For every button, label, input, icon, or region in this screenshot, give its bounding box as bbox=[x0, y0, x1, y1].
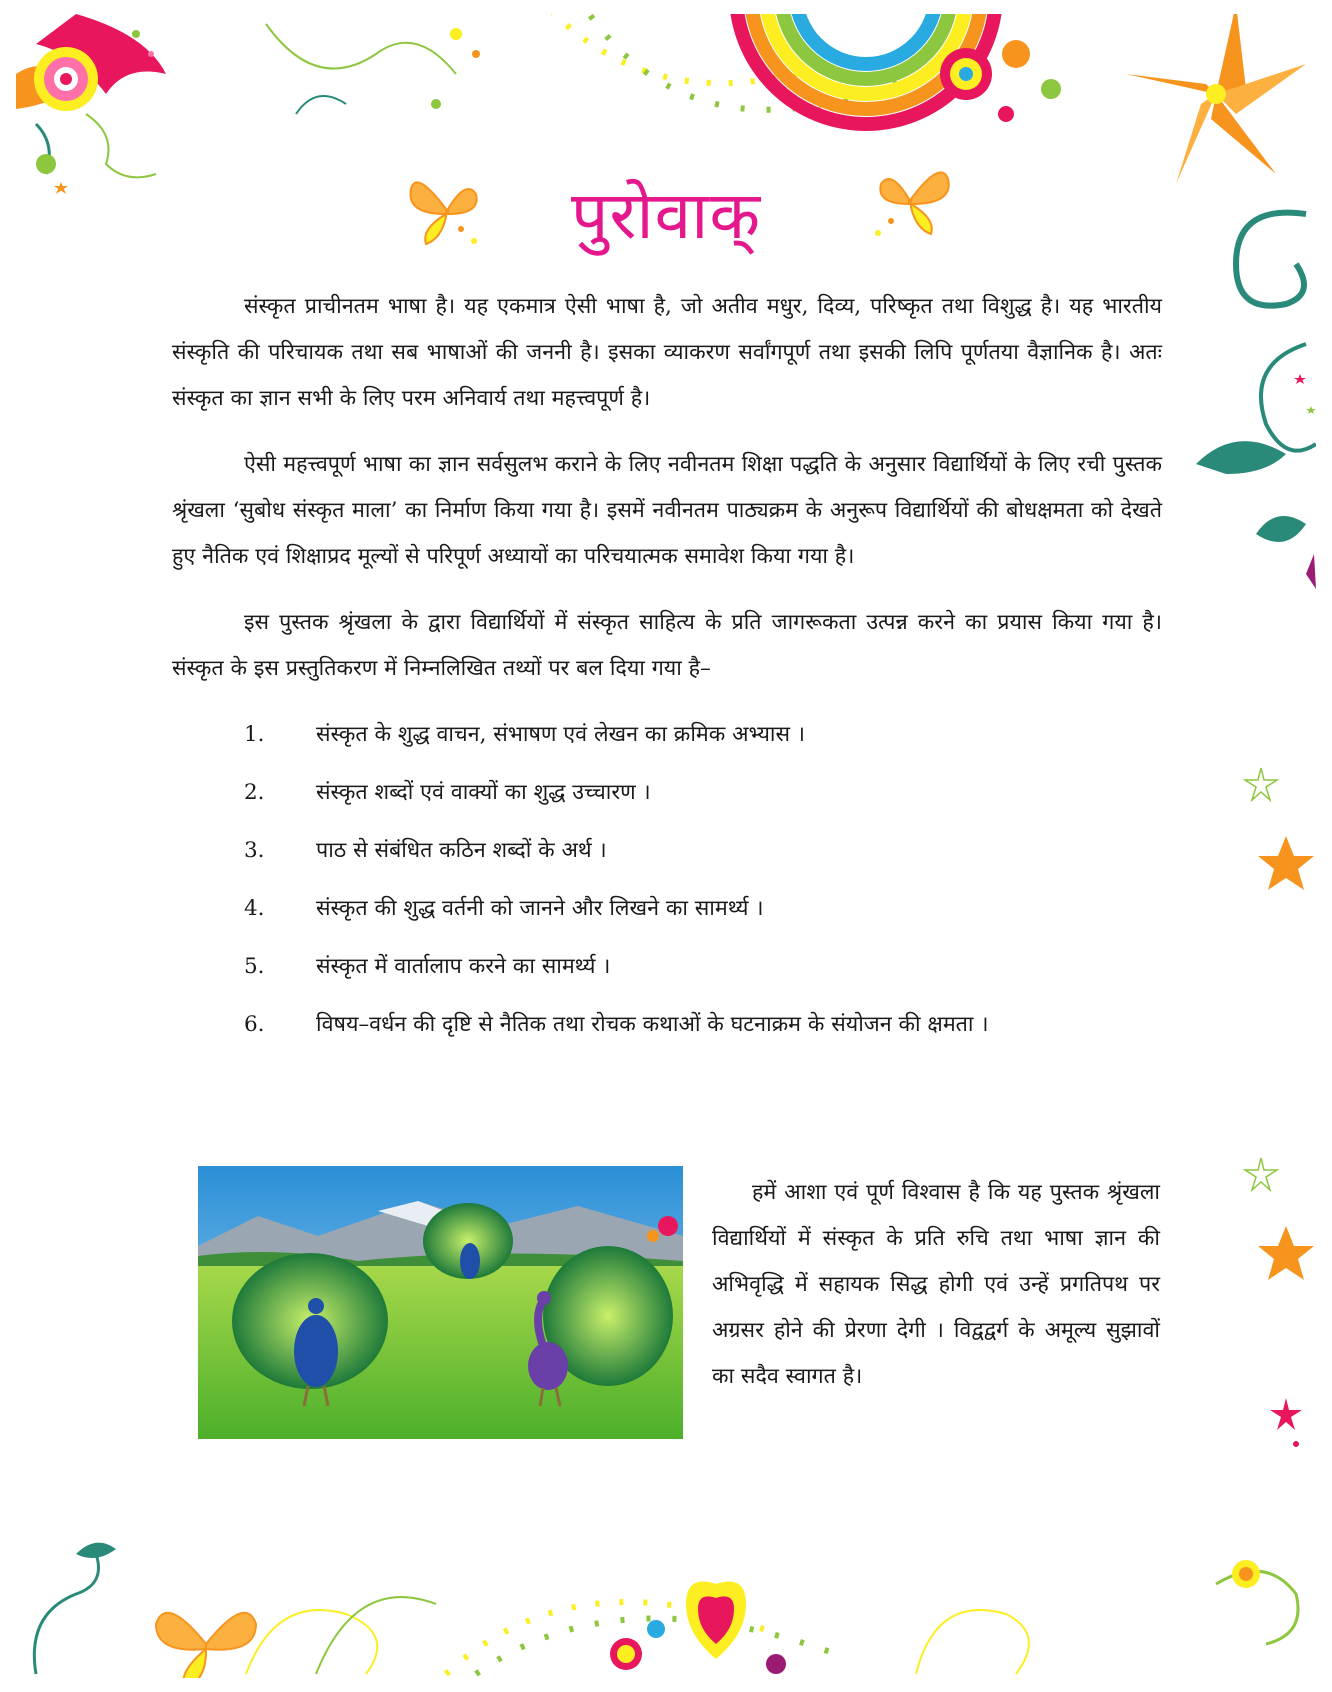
list-text: विषय–वर्धन की दृष्टि से नैतिक तथा रोचक कथाओं के घटनाक्रम के संयोजन की क्षमता । bbox=[316, 1012, 989, 1037]
list-text: पाठ से संबंधित कठिन शब्दों के अर्थ । bbox=[316, 838, 607, 863]
main-content bbox=[172, 284, 1162, 1060]
list-text: संस्कृत में वार्तालाप करने का सामर्थ्य । bbox=[316, 954, 611, 979]
list-item bbox=[172, 712, 1162, 758]
star-icon bbox=[1266, 1394, 1306, 1454]
list-number: 2. bbox=[244, 780, 265, 805]
closing-paragraph: हमें आशा एवं पूर्ण विश्वास है कि यह पुस्तक श्रृंखला विद्यार्थियों में संस्कृत के प्रति रुचि तथा भाषा ज्ञान की अभिवृद्धि में सहायक सिद्ध होगी एवं उन्हें प्रगतिपथ पर अग्रसर होने की प्रेरणा देगी । विद्वद्वर्ग के अमूल्य सुझावों का सदैव स्वागत है। bbox=[712, 1180, 1160, 1389]
list-number: 3. bbox=[244, 838, 265, 863]
list-text: संस्कृत की शुद्ध वर्तनी को जानने और लिखने का सामर्थ्य । bbox=[316, 896, 764, 921]
bottom-decoration bbox=[16, 1534, 1316, 1678]
star-icon bbox=[1256, 834, 1316, 894]
star-icon bbox=[1241, 1154, 1281, 1194]
list-item bbox=[172, 828, 1162, 874]
top-swirl-decoration bbox=[256, 14, 516, 134]
intro-paragraph-2: ऐसी महत्त्वपूर्ण भाषा का ज्ञान सर्वसुलभ कराने के लिए नवीनतम शिक्षा पद्धति के अनुसार विद्यार्थियों के लिए रची पुस्तक श्रृंखला ‘सुबोध संस्कृत माला’ का निर्माण किया गया है। इसमें नवीनतम पाठ्यक्रम के अनुरूप विद्यार्थियों की बोधक्षमता को देखते हुए नैतिक एवं शिक्षाप्रद मूल्यों से परिपूर्ण अध्यायों का परिचयात्मक समावेश किया गया है। bbox=[172, 452, 1162, 569]
list-number: 1. bbox=[244, 722, 265, 747]
list-number: 5. bbox=[244, 954, 265, 979]
objectives-list bbox=[172, 712, 1162, 1048]
star-icon bbox=[1256, 1224, 1316, 1284]
intro-paragraph-1: संस्कृत प्राचीनतम भाषा है। यह एकमात्र ऐसी भाषा है, जो अतीव मधुर, दिव्य, परिष्कृत तथा विशुद्ध है। यह भारतीय संस्कृति की परिचायक तथा सब भाषाओं की जननी है। इसका व्याकरण सर्वांगपूर्ण तथा इसकी लिपि पूर्णतया वैज्ञानिक है। अतः संस्कृत का ज्ञान सभी के लिए परम अनिवार्य तथा महत्त्वपूर्ण है। bbox=[172, 294, 1162, 411]
list-item bbox=[172, 886, 1162, 932]
list-number: 6. bbox=[244, 1012, 265, 1037]
heart-icon bbox=[686, 1582, 746, 1660]
list-number: 4. bbox=[244, 896, 265, 921]
star-icon bbox=[1241, 764, 1281, 804]
list-item bbox=[172, 944, 1162, 990]
list-text: संस्कृत शब्दों एवं वाक्यों का शुद्ध उच्चारण । bbox=[316, 780, 651, 805]
page-title: पुरोवाक् bbox=[570, 177, 762, 254]
peacock-illustration bbox=[198, 1166, 683, 1439]
list-item bbox=[172, 1002, 1162, 1048]
intro-paragraph-3: इस पुस्तक श्रृंखला के द्वारा विद्यार्थियों में संस्कृत साहित्य के प्रति जागरूकता उत्पन्न करने का प्रयास किया गया है। संस्कृत के इस प्रस्तुतिकरण में निम्नलिखित तथ्यों पर बल दिया गया है– bbox=[172, 610, 1162, 681]
list-item bbox=[172, 770, 1162, 816]
list-text: संस्कृत के शुद्ध वाचन, संभाषण एवं लेखन का क्रमिक अभ्यास । bbox=[316, 722, 806, 747]
